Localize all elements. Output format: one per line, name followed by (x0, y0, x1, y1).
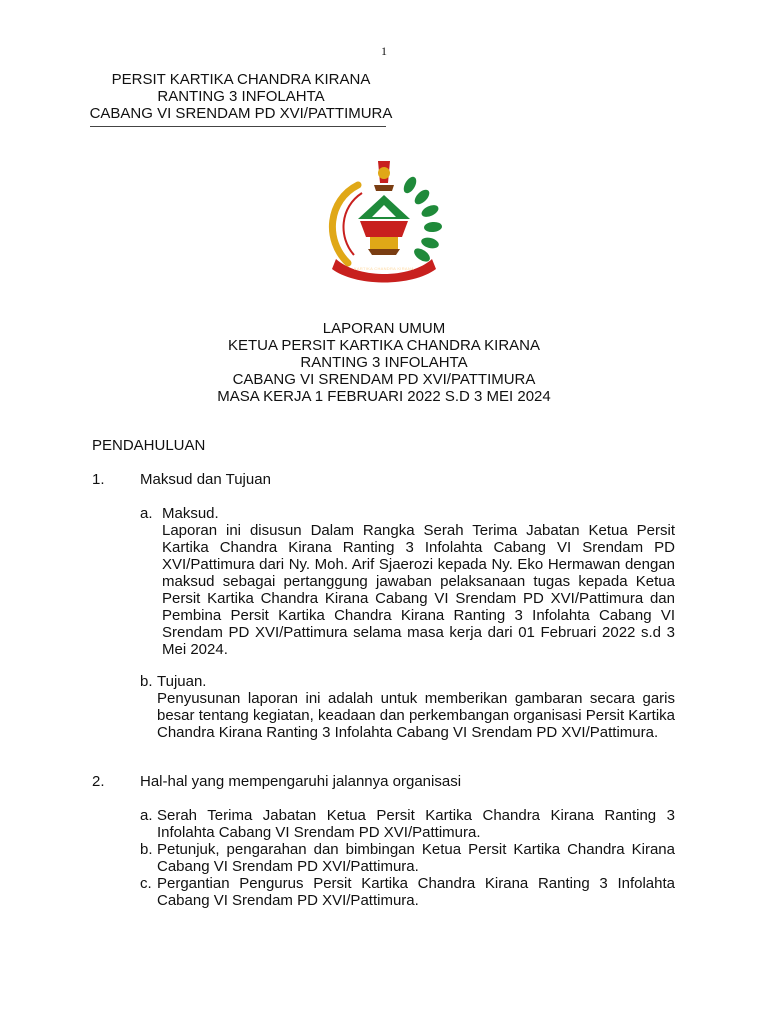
section-2-item-b-text: Petunjuk, pengarahan dan bimbingan Ketua Persit Kartika Chandra Kirana Cabang VI Srendam PD XVI/Pattimura. (157, 841, 675, 875)
section-2-item-a-label: a. (140, 807, 153, 824)
report-title-line-1: LAPORAN UMUM (322, 320, 446, 337)
org-header-line-3: CABANG VI SRENDAM PD XVI/PATTIMURA (89, 105, 393, 122)
header-underline (90, 126, 386, 127)
section-1a-title: Maksud. (162, 505, 219, 522)
section-1b-text: Penyusunan laporan ini adalah untuk memberikan gambaran secara garis besar tentang kegiatan, keadaan dan perkembangan organisasi Persit Kartika Chandra Kirana Ranting 3 Infolahta Cabang VI Srendam PD XVI/Pattimura. (157, 690, 675, 741)
section-1b-label: b. (140, 673, 153, 690)
section-1b-title: Tujuan. (157, 673, 207, 690)
report-title-line-2: KETUA PERSIT KARTIKA CHANDRA KIRANA (227, 337, 541, 354)
section-2-item-c-label: c. (140, 875, 152, 892)
section-2-title: Hal-hal yang mempengaruhi jalannya organisasi (140, 773, 462, 790)
section-1b (140, 673, 675, 741)
report-title-line-3: RANTING 3 INFOLAHTA (300, 354, 468, 371)
section-1a (140, 505, 675, 658)
section-1-number: 1. (92, 471, 105, 488)
report-title-line-5: MASA KERJA 1 FEBRUARI 2022 S.D 3 MEI 2024 (217, 388, 551, 405)
section-2-item-a-text: Serah Terima Jabatan Ketua Persit Kartika Chandra Kirana Ranting 3 Infolahta Cabang VI Srendam PD XVI/Pattimura. (157, 807, 675, 841)
report-title-line-4: CABANG VI SRENDAM PD XVI/PATTIMURA (232, 371, 536, 388)
org-header-line-1: PERSIT KARTIKA CHANDRA KIRANA (111, 71, 371, 88)
section-1a-text: Laporan ini disusun Dalam Rangka Serah Terima Jabatan Ketua Persit Kartika Chandra Kirana Ranting 3 Infolahta Cabang VI Srendam PD XVI/Pattimura dari Ny. Moh. Arif Sjaerozi kepada Ny. Eko Hermawan dengan maksud sebagai pertanggung jawaban pelaksanaan tugas kepada Ketua Persit Kartika Chandra Kirana Cabang VI Srendam PD XVI/Pattimura dan Pembina Persit Kartika Chandra Kirana Ranting 3 Infolahta Cabang VI Srendam PD XVI/Pattimura selama masa kerja dari 01 Februari 2022 s.d 3 Mei 2024. (162, 522, 675, 658)
section-2-item-a (140, 807, 675, 841)
emblem-ribbon-text: KARTIKA CHANDRA KIRANA (353, 266, 415, 271)
section-1a-label: a. (140, 505, 153, 522)
section-2-item-c-text: Pergantian Pengurus Persit Kartika Chandra Kirana Ranting 3 Infolahta Cabang VI Srendam PD XVI/Pattimura. (157, 875, 675, 909)
org-header-line-2: RANTING 3 INFOLAHTA (157, 88, 325, 105)
section-2-number: 2. (92, 773, 105, 790)
persit-emblem-logo (318, 155, 450, 285)
section-1-title: Maksud dan Tujuan (140, 471, 271, 488)
organization-header (70, 71, 412, 127)
section-2-item-b-label: b. (140, 841, 153, 858)
section-2-item-b (140, 841, 675, 875)
report-title (0, 320, 768, 405)
section-2-item-c (140, 875, 675, 909)
intro-heading: PENDAHULUAN (92, 437, 206, 454)
page-number: 1 (381, 44, 387, 58)
